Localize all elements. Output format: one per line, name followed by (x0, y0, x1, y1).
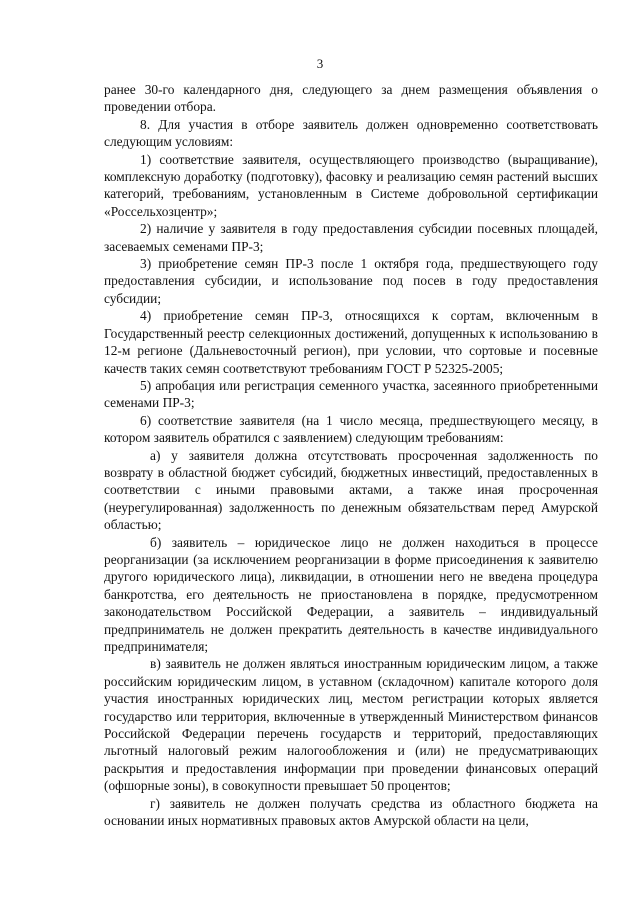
paragraph-condition-4: 4) приобретение семян ПР-3, относящихся к сортам, включенным в Государственный реестр селекционных достижений, допущенных к использованию в 12-м регионе (Дальневосточный регион), при условии, что сортовые и посевные качеств таких семян соответствуют требованиям ГОСТ Р 52325-2005; (104, 308, 598, 376)
paragraph-condition-2: 2) наличие у заявителя в году предоставления субсидии посевных площадей, засеваемых семенами ПР-3; (104, 221, 598, 254)
paragraph-condition-6: 6) соответствие заявителя (на 1 число месяца, предшествующего месяцу, в котором заявитель обратился с заявлением) следующим требованиям: (104, 412, 598, 446)
paragraph-condition-5: 5) апробация или регистрация семенного участка, засеянного приобретенными семенами ПР-3; (104, 377, 598, 411)
paragraph-condition-1: 1) соответствие заявителя, осуществляющего производство (выращивание), комплексную доработку (подготовку), фасовку и реализацию семян растений высших категорий, требованиям, установленным в Системе добровольной сертификации «Россельхозцентр»; (104, 151, 598, 219)
paragraph-clause-8: 8. Для участия в отборе заявитель должен одновременно соответствовать следующим условиям: (104, 116, 598, 150)
paragraph-requirement-b: б) заявитель – юридическое лицо не должен находиться в процессе реорганизации (за исключением реорганизации в форме присоединения к заявителю другого юридического лица), ликвидации, в отношении него не введена процедура банкротства, его деятельность не приостановлена в порядке, предусмотренном законодательством Российской Федерации, а заявитель – индивидуальный предприниматель не должен прекратить деятельность в качестве индивидуального предпринимателя; (104, 534, 598, 654)
paragraph-requirement-v: в) заявитель не должен являться иностранным юридическим лицом, а также российским юридическим лицом, в уставном (складочном) капитале которого доля участия иностранных юридических лиц, местом регистрации которых является государство или территория, включенные в утвержденный Министерством финансов Российской Федерации перечень государств и территорий, предоставляющих льготный налоговый режим налогообложения и (или) не предусматривающих раскрытия и предоставления информации при проведении финансовых операций (офшорные зоны), в совокупности превышает 50 процентов; (104, 656, 598, 794)
paragraph-continuation: ранее 30-го календарного дня, следующего за днем размещения объявления о проведении отбора. (104, 82, 598, 115)
page-number: 3 (316, 56, 324, 71)
document-body (104, 81, 598, 829)
paragraph-condition-3: 3) приобретение семян ПР-3 после 1 октября года, предшествующего году предоставления субсидии, и использование под посев в году предоставления субсидии; (104, 256, 598, 306)
paragraph-requirement-g: г) заявитель не должен получать средства из областного бюджета на основании иных нормативных правовых актов Амурской области на цели, (104, 795, 598, 829)
paragraph-requirement-a: а) у заявителя должна отсутствовать просроченная задолженность по возврату в областной бюджет субсидий, бюджетных инвестиций, предоставленных в соответствии с иными правовыми актами, а также иная просроченная (неурегулированная) задолженность по денежным обязательствам перед Амурской областью; (104, 447, 598, 533)
